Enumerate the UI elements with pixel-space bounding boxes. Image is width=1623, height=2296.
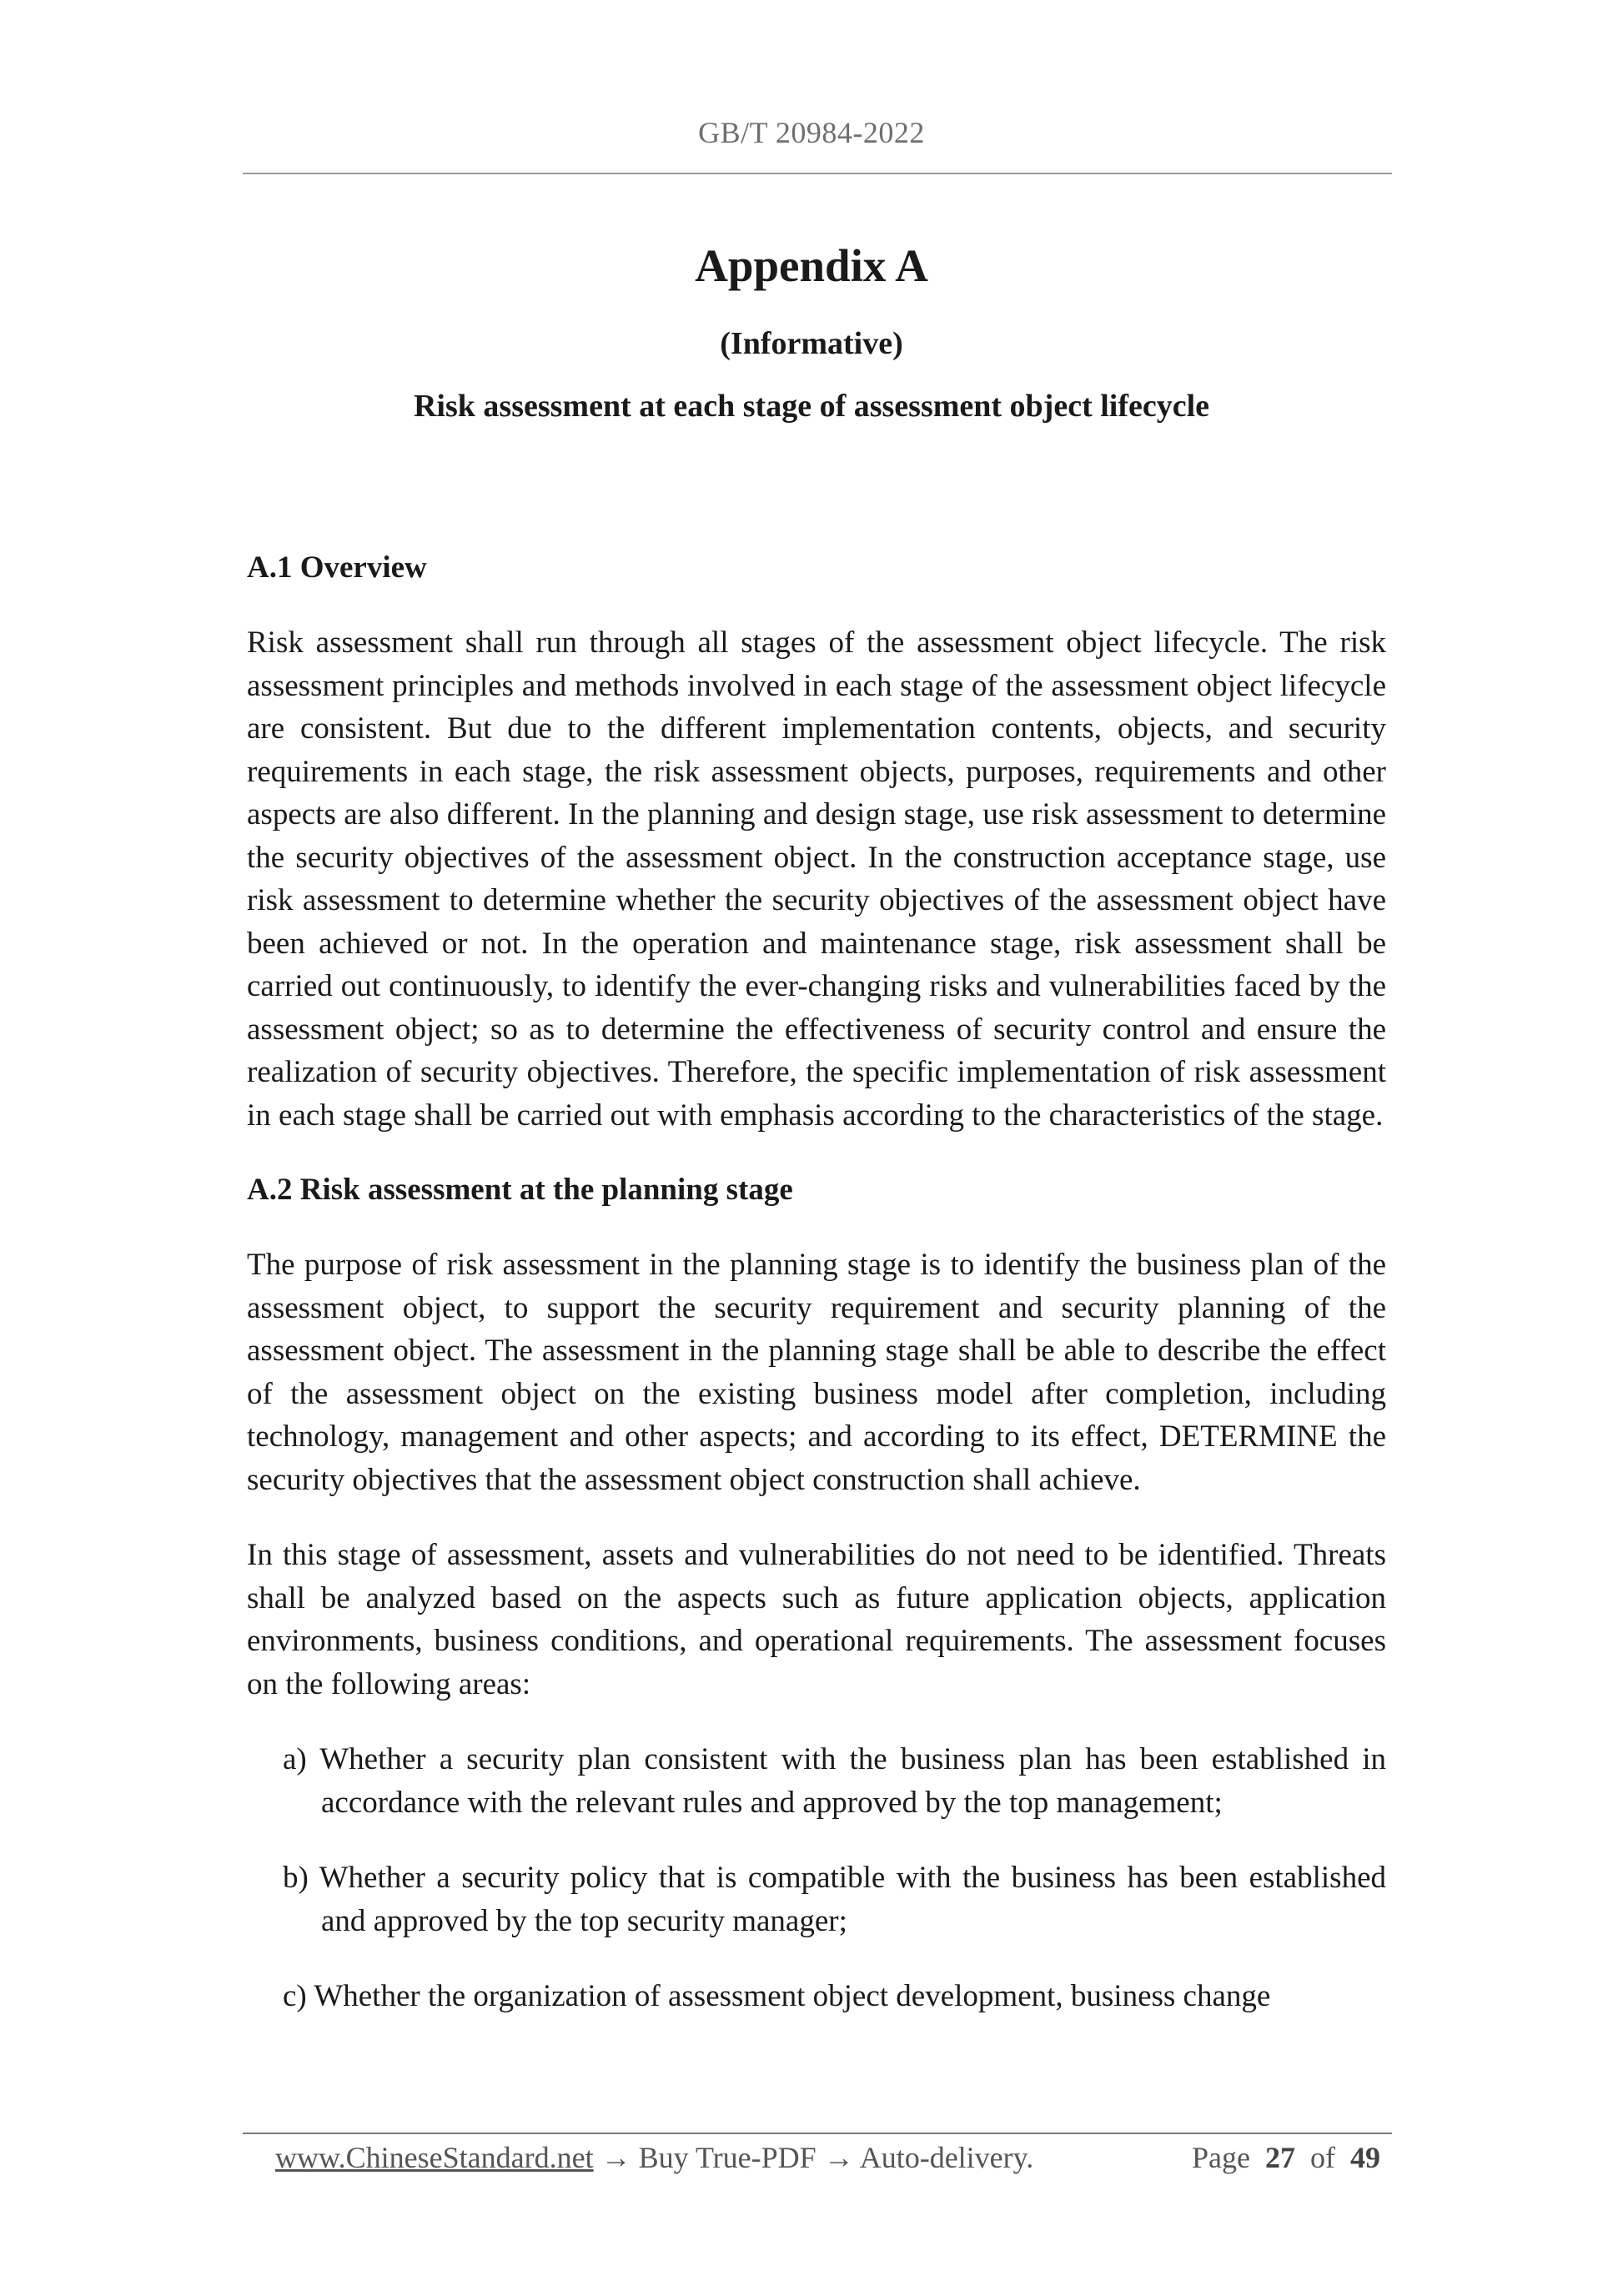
page-label: Page [1192, 2141, 1250, 2174]
delivery-text: Auto-delivery. [859, 2141, 1034, 2174]
document-body [247, 546, 1386, 2018]
list-item: b) Whether a security policy that is compatible with the business has been established and approved by the top security manager; [283, 1861, 1386, 1938]
header-standard-id: GB/T 20984-2022 [698, 116, 925, 149]
site-link[interactable]: www.ChineseStandard.net [275, 2141, 594, 2174]
appendix-type: (Informative) [720, 326, 903, 361]
page-current: 27 [1265, 2141, 1295, 2174]
appendix-caption: Risk assessment at each stage of assessment object lifecycle [413, 389, 1210, 424]
section-heading-a1: A.1 Overview [247, 550, 427, 585]
page-footer [275, 2137, 1380, 2178]
page-number [1192, 2137, 1380, 2178]
section-heading-a2: A.2 Risk assessment at the planning stage [247, 1173, 793, 1207]
arrow-icon: → [823, 2141, 854, 2174]
header-divider [243, 173, 1392, 174]
section-a2-paragraph-1: The purpose of risk assessment in the planning stage is to identify the business plan of the assessment object, to support the security requirement and security planning of the assessment object. The assessment in the planning stage shall be able to describe the effect of the assessment object on the existing business model after completion, including technology, management and other aspects; and according to its effect, DETERMINE the security objectives that the assessment object construction shall achieve. [247, 1248, 1386, 1497]
footer-divider [243, 2133, 1392, 2134]
section-a1-paragraph: Risk assessment shall run through all stages of the assessment object lifecycle. The risk assessment principles and methods involved in each stage of the assessment object lifecycle are consistent. But due to the different implementation contents, objects, and security requirements in each stage, the risk assessment objects, purposes, requirements and other aspects are also different. In the planning and design stage, use risk assessment to determine the security objectives of the assessment object. In the construction acceptance stage, use risk assessment to determine whether the security objectives of the assessment object have been achieved or not. In the operation and maintenance stage, risk assessment shall be carried out continuously, to identify the ever-changing risks and vulnerabilities faced by the assessment object; so as to determine the effectiveness of security control and ensure the realization of security objectives. Therefore, the specific implementation of risk assessment in each stage shall be carried out with emphasis according to the characteristics of the stage. [247, 625, 1386, 1133]
page-total: 49 [1350, 2141, 1380, 2174]
of-label: of [1310, 2141, 1335, 2174]
arrow-icon: → [600, 2141, 631, 2174]
appendix-title: Appendix A [695, 240, 928, 291]
list-item: a) Whether a security plan consistent with the business plan has been established in accordance with the relevant rules and approved by the top management; [283, 1742, 1386, 1820]
footer-promo [275, 2137, 1033, 2178]
buy-text: Buy True-PDF [638, 2141, 817, 2174]
list-item: c) Whether the organization of assessment object development, business change [283, 1979, 1271, 2013]
section-a2-paragraph-2: In this stage of assessment, assets and vulnerabilities do not need to be identified. Threats shall be analyzed based on the aspects such as future application objects, application environments, business conditions, and operational requirements. The assessment focuses on the following areas: [247, 1538, 1386, 1701]
